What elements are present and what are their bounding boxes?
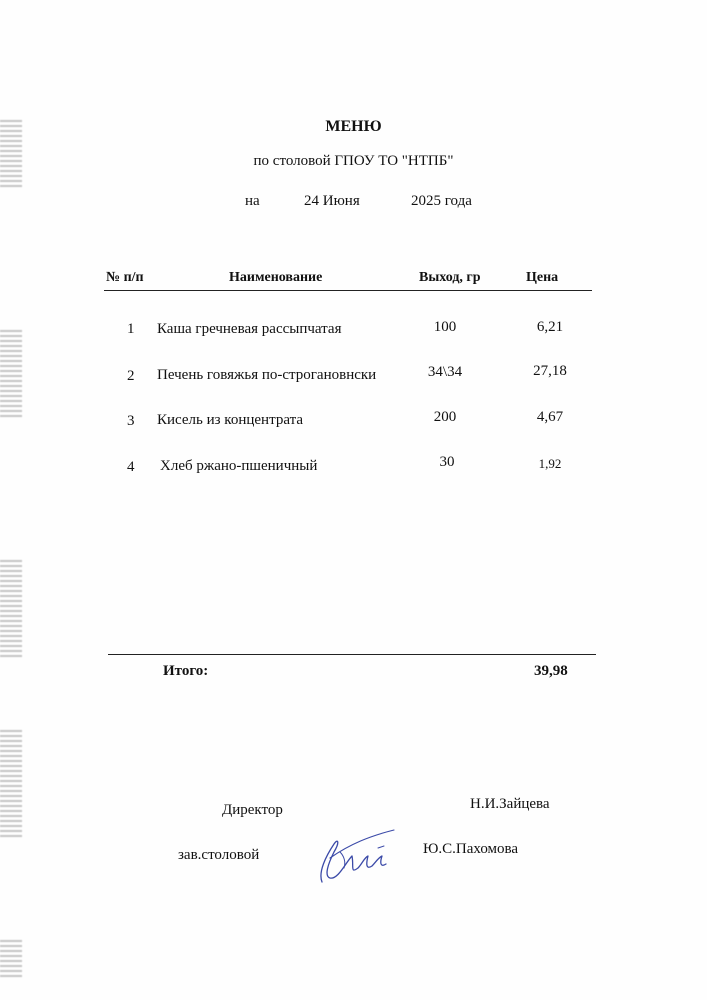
table-row — [0, 411, 707, 435]
dish-price: 1,92 — [538, 456, 562, 471]
dish-name: Хлеб ржано-пшеничный — [160, 458, 318, 474]
row-number: 4 — [127, 459, 135, 475]
dish-name: Печень говяжья по-строгановнски — [157, 367, 377, 383]
dish-name: Кисель из концентрата — [157, 412, 303, 428]
column-header-yield: Выход, гр — [419, 270, 481, 285]
date-day: 24 Июня — [304, 193, 360, 209]
date-year: 2025 года — [411, 193, 472, 209]
row-number: 3 — [127, 413, 135, 429]
total-label: Итого: — [163, 663, 209, 679]
dish-yield: 30 — [439, 454, 455, 470]
dish-name: Каша гречневая рассыпчатая — [157, 321, 342, 337]
column-header-name: Наименование — [229, 270, 323, 285]
column-header-number: № п/п — [106, 270, 144, 285]
row-number: 1 — [127, 321, 135, 337]
page-title: МЕНЮ — [325, 118, 382, 135]
director-name: Н.И.Зайцева — [470, 796, 550, 812]
page-subtitle: по столовой ГПОУ ТО "НТПБ" — [253, 153, 454, 169]
scan-edge-noise — [0, 560, 22, 660]
dish-yield: 200 — [433, 409, 457, 425]
table-row — [0, 454, 707, 481]
scan-edge-noise — [0, 940, 22, 980]
dish-price: 6,21 — [536, 319, 564, 335]
date-prefix: на — [245, 193, 260, 209]
canteen-head-role: зав.столовой — [178, 847, 260, 863]
row-number: 2 — [127, 368, 135, 384]
canteen-head-name: Ю.С.Пахомова — [423, 841, 519, 857]
dish-price: 4,67 — [536, 409, 564, 425]
handwritten-signature-icon — [300, 822, 400, 894]
header-divider — [104, 290, 592, 291]
director-role: Директор — [222, 802, 283, 818]
dish-price: 27,18 — [533, 363, 567, 379]
total-value: 39,98 — [534, 663, 568, 679]
table-row — [0, 321, 707, 345]
dish-yield: 34\34 — [427, 364, 463, 380]
table-row — [0, 365, 707, 389]
total-divider — [108, 654, 596, 655]
column-header-price: Цена — [526, 270, 559, 285]
scan-edge-noise — [0, 730, 22, 840]
dish-yield: 100 — [433, 319, 457, 335]
